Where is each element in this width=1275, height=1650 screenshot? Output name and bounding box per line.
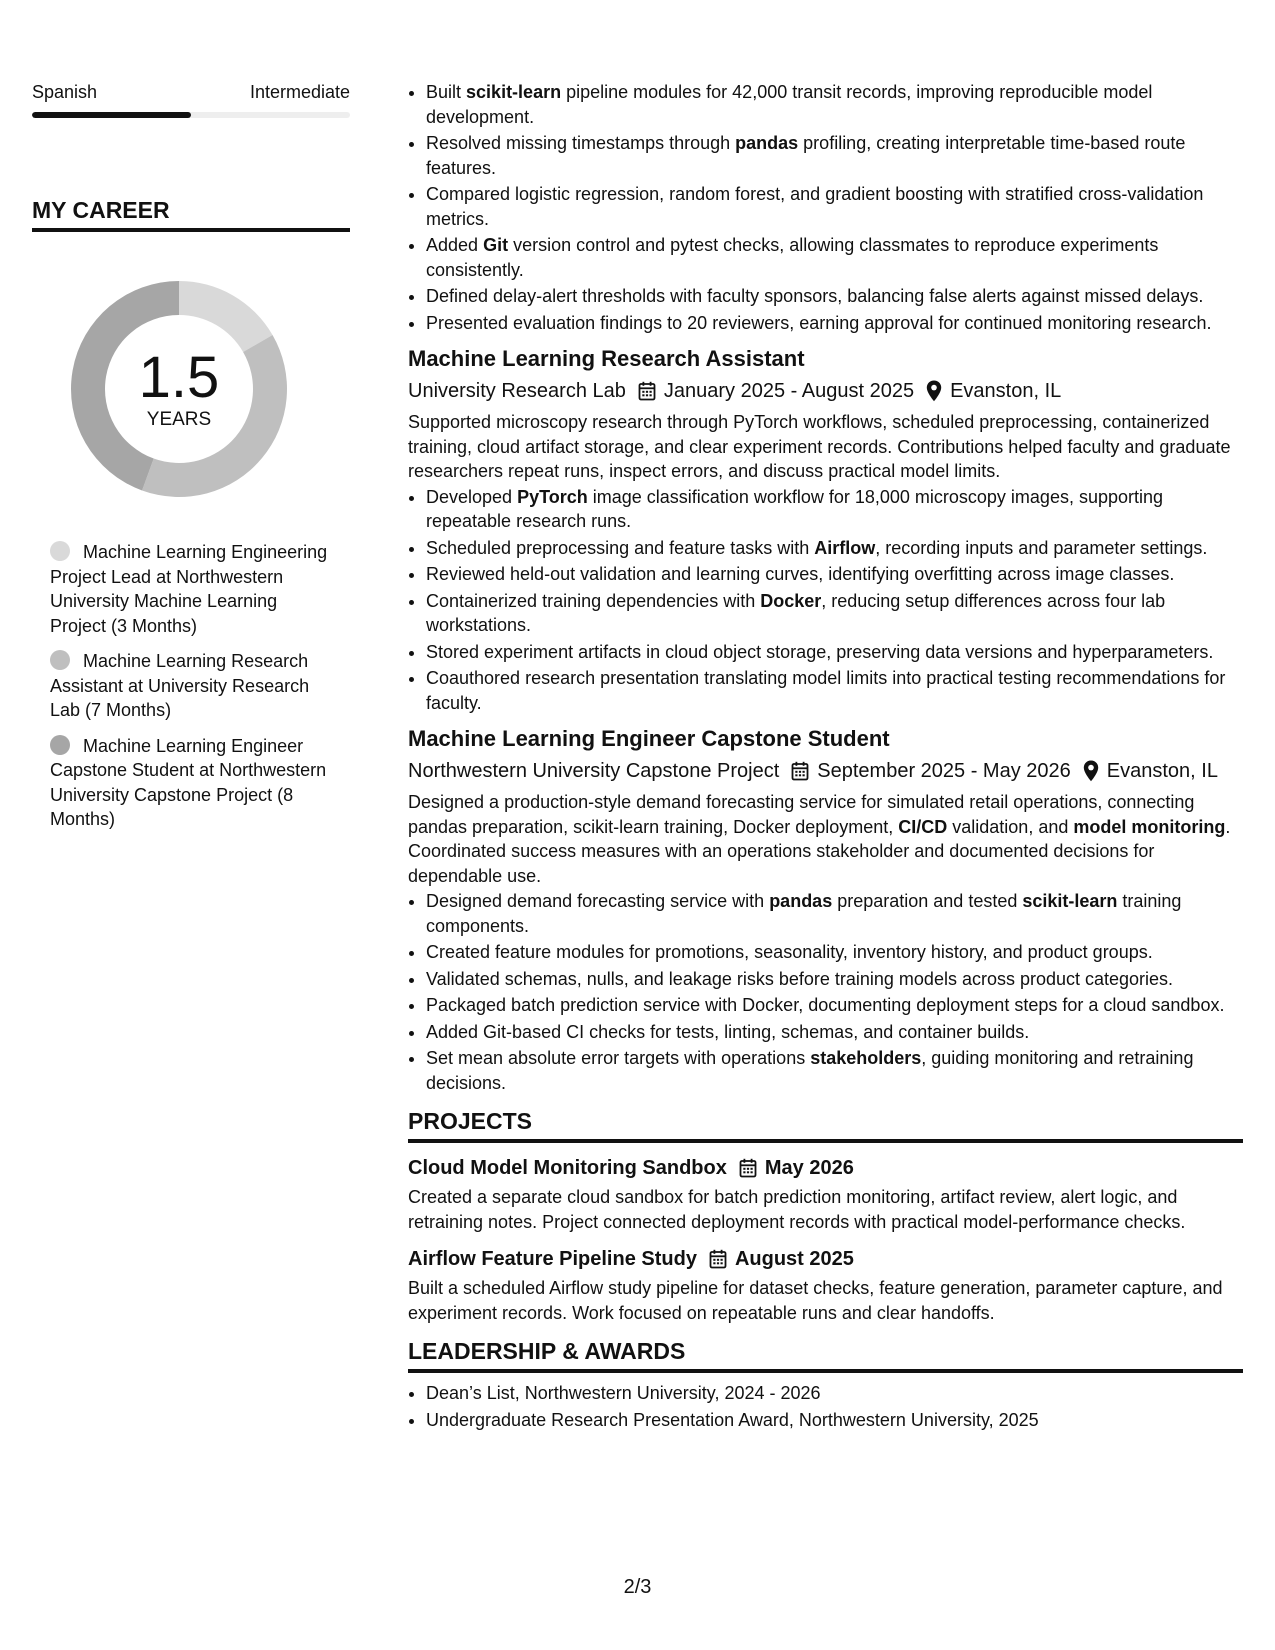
- experience-list: [408, 345, 1243, 1095]
- bold-keyword: Airflow: [814, 537, 876, 558]
- text-run: preparation and tested: [832, 891, 1023, 911]
- career-heading: MY CAREER: [32, 196, 350, 232]
- text-run: . Coordinated success measures with an operations stakeholder and documented decisions for dependable use.: [408, 816, 1231, 886]
- bullet-item: [426, 1020, 1243, 1045]
- bold-keyword: model monitoring: [1073, 816, 1226, 837]
- legend-item: [50, 540, 330, 638]
- project-title: Cloud Model Monitoring Sandbox: [408, 1157, 727, 1179]
- bullet-item: [426, 284, 1243, 309]
- bullet-item: [426, 233, 1243, 282]
- bullet-item: [426, 131, 1243, 180]
- bold-keyword: stakeholders: [810, 1048, 922, 1068]
- calendar-icon: [791, 761, 809, 781]
- main-column: [408, 80, 1243, 1434]
- job-location: Evanston, IL: [950, 380, 1062, 402]
- legend-label: Machine Learning Engineer Capstone Student at Northwestern University Capstone Project (8 Months): [50, 735, 327, 829]
- bullet-item: [426, 589, 1243, 638]
- bold-keyword: PyTorch: [517, 486, 588, 507]
- bold-keyword: scikit-learn: [466, 82, 562, 102]
- text-run: Designed demand forecasting service with: [426, 891, 770, 911]
- page-number: 2/3: [623, 1576, 652, 1598]
- job-meta: [408, 758, 1243, 784]
- career-donut-chart: [64, 274, 294, 504]
- job-title: Machine Learning Research Assistant: [408, 346, 805, 371]
- text-run: version control and pytest checks, allowing classmates to reproduce experiments consistently.: [426, 235, 1159, 280]
- career-total-unit: YEARS: [146, 409, 212, 430]
- text-run: Validated schemas, nulls, and leakage risks before training models across product categories.: [426, 968, 1174, 989]
- text-run: Designed a production-style demand forecasting service for simulated retail operations, connecting pandas preparation, scikit-learn training, Docker deployment,: [408, 792, 1195, 837]
- text-run: , reducing setup differences across four lab workstations.: [426, 590, 1166, 635]
- text-run: Compared logistic regression, random forest, and gradient boosting with stratified cross-validation metrics.: [426, 184, 1204, 229]
- bullet-item: [426, 536, 1243, 561]
- text-run: Developed: [426, 486, 518, 507]
- legend-item: [50, 649, 330, 723]
- bold-keyword: CI/CD: [898, 816, 948, 837]
- previous-role-bullets: [408, 80, 1243, 335]
- text-run: validation, and: [947, 816, 1074, 837]
- job-meta: [408, 378, 1243, 404]
- career-total-value: 1.5: [138, 345, 220, 410]
- legend-label: Machine Learning Engineering Project Lead at Northwestern University Machine Learning Project (3 Months): [50, 542, 328, 636]
- project-description: Created a separate cloud sandbox for batch prediction monitoring, artifact review, alert logic, and retraining notes. Project connected deployment records with practical model-performance checks.: [408, 1187, 1186, 1232]
- text-run: Scheduled preprocessing and feature tasks with: [426, 537, 815, 558]
- language-proficiency-bar: [32, 112, 350, 118]
- map-pin-icon: [926, 380, 942, 402]
- text-run: , recording inputs and parameter settings.: [875, 537, 1208, 558]
- bullet-item: [426, 182, 1243, 231]
- bold-keyword: pandas: [735, 133, 799, 153]
- language-proficiency-fill: [32, 112, 191, 118]
- job-title: Machine Learning Engineer Capstone Student: [408, 726, 890, 751]
- project-entry: [408, 1246, 1243, 1325]
- award-item: • Dean’s List, Northwestern University, 2024 - 2026: [426, 1381, 1243, 1406]
- bullet-item: [426, 1046, 1243, 1095]
- text-run: pipeline modules for 42,000 transit records, improving reproducible model development.: [426, 82, 1153, 127]
- award-item: • Undergraduate Research Presentation Award, Northwestern University, 2025: [426, 1408, 1243, 1433]
- legend-swatch: [50, 541, 70, 561]
- project-entry: [408, 1155, 1243, 1234]
- legend-swatch: [50, 735, 70, 755]
- project-description: Built a scheduled Airflow study pipeline for dataset checks, feature generation, parameter capture, and experiment records. Work focused on repeatable runs and clear handoffs.: [408, 1278, 1223, 1323]
- job-bullets: [408, 485, 1243, 716]
- bullet-item: [426, 940, 1243, 965]
- job-bullets: [408, 889, 1243, 1095]
- bullet-item: [426, 562, 1243, 587]
- job-description: [408, 790, 1243, 888]
- job-description: [408, 410, 1243, 484]
- leadership-heading: LEADERSHIP & AWARDS: [408, 1337, 1243, 1373]
- map-pin-icon: [1083, 760, 1099, 782]
- text-run: Created feature modules for promotions, seasonality, inventory history, and product groups.: [426, 942, 1153, 962]
- text-run: Set mean absolute error targets with operations: [426, 1048, 811, 1068]
- bullet-item: [426, 666, 1243, 715]
- language-name: Spanish: [32, 82, 98, 102]
- text-run: Resolved missing timestamps through: [426, 133, 736, 153]
- bullet-item: [426, 889, 1243, 938]
- legend-item: [50, 734, 330, 832]
- text-run: image classification workflow for 18,000 microscopy images, supporting repeatable research runs.: [426, 486, 1164, 531]
- text-run: profiling, creating interpretable time-based route features.: [426, 133, 1186, 178]
- legend-label: Machine Learning Research Assistant at University Research Lab (7 Months): [50, 651, 310, 720]
- project-title: Airflow Feature Pipeline Study: [408, 1248, 697, 1270]
- bullet-item: [426, 640, 1243, 665]
- text-run: training components.: [426, 891, 1182, 936]
- text-run: Reviewed held-out validation and learning curves, identifying overfitting across image classes.: [426, 564, 1175, 584]
- job-organization: University Research Lab: [408, 380, 626, 402]
- bold-keyword: Docker: [760, 590, 822, 611]
- text-run: , guiding monitoring and retraining decisions.: [426, 1048, 1194, 1093]
- bold-keyword: pandas: [769, 891, 833, 911]
- projects-section: [408, 1107, 1243, 1325]
- calendar-icon: [709, 1249, 727, 1269]
- calendar-icon: [739, 1158, 757, 1178]
- leadership-section: [408, 1337, 1243, 1432]
- bold-keyword: scikit-learn: [1022, 891, 1118, 911]
- job-dates: January 2025 - August 2025: [663, 380, 915, 402]
- projects-heading: PROJECTS: [408, 1107, 1243, 1143]
- calendar-icon: [638, 381, 656, 401]
- text-run: Presented evaluation findings to 20 reviewers, earning approval for continued monitoring research.: [426, 312, 1212, 333]
- bullet-item: [426, 967, 1243, 992]
- bullet-item: [426, 80, 1243, 129]
- donut-center: [64, 274, 294, 504]
- sidebar: [32, 80, 350, 843]
- project-date: May 2026: [764, 1157, 854, 1179]
- job-dates: September 2025 - May 2026: [817, 760, 1071, 782]
- text-run: Built: [426, 82, 467, 102]
- text-run: Coauthored research presentation translating model limits into practical testing recommendations for faculty.: [426, 668, 1226, 713]
- leadership-list: [408, 1381, 1243, 1432]
- project-date: August 2025: [734, 1248, 854, 1270]
- bullet-item: [426, 993, 1243, 1018]
- text-run: Defined delay-alert thresholds with faculty sponsors, balancing false alerts against missed delays.: [426, 286, 1204, 306]
- text-run: Stored experiment artifacts in cloud object storage, preserving data versions and hyperparameters.: [426, 641, 1214, 662]
- bullet-item: [426, 485, 1243, 534]
- job-location: Evanston, IL: [1106, 760, 1218, 782]
- text-run: Supported microscopy research through PyTorch workflows, scheduled preprocessing, containerized training, cloud artifact storage, and clear experiment records. Contributions helped faculty and graduate researchers repeat runs, inspect errors, and discuss practical model limits.: [408, 412, 1231, 481]
- job-entry: [408, 725, 1243, 1095]
- legend-swatch: [50, 650, 70, 670]
- bold-keyword: Git: [483, 235, 509, 255]
- job-organization: Northwestern University Capstone Project: [408, 760, 780, 782]
- bullet-item: [426, 311, 1243, 336]
- language-level: Intermediate: [249, 82, 350, 102]
- text-run: Packaged batch prediction service with Docker, documenting deployment steps for a cloud sandbox.: [426, 995, 1225, 1015]
- job-entry: [408, 345, 1243, 715]
- project-title-row: [408, 1246, 1243, 1272]
- text-run: Added Git-based CI checks for tests, linting, schemas, and container builds.: [426, 1021, 1030, 1042]
- language-row: [32, 80, 350, 104]
- projects-list: [408, 1155, 1243, 1325]
- text-run: Added: [426, 235, 484, 255]
- project-title-row: [408, 1155, 1243, 1181]
- text-run: Containerized training dependencies with: [426, 590, 761, 611]
- career-legend: [50, 540, 330, 832]
